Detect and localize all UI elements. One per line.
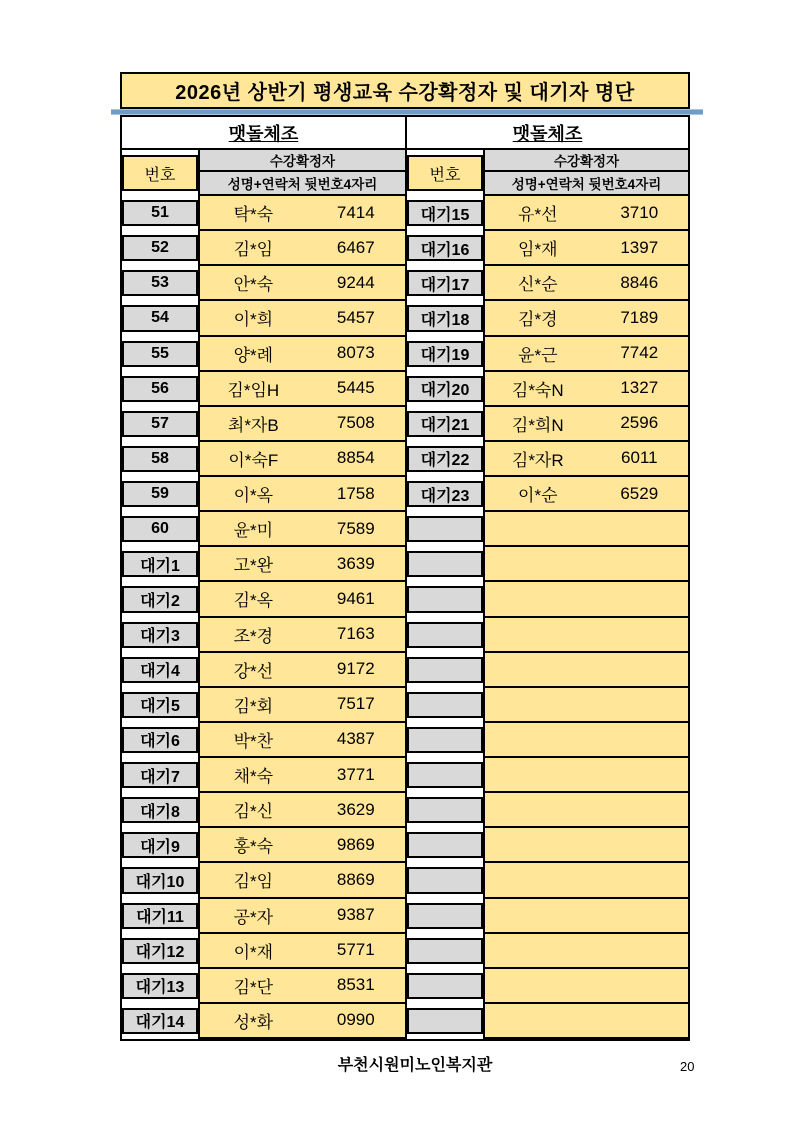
row-number-cell <box>407 969 483 1004</box>
row-data-cell <box>198 407 405 442</box>
row-number-cell <box>407 301 483 336</box>
row-name: 임*재 <box>518 240 558 260</box>
table-row <box>122 407 405 442</box>
row-number-cell <box>122 407 198 442</box>
row-number <box>407 973 483 999</box>
table-row <box>407 407 688 442</box>
table-rows-left <box>122 196 405 1039</box>
row-number-cell <box>122 688 198 723</box>
row-name: 김*임H <box>227 380 280 400</box>
row-name: 김*숙N <box>511 380 564 400</box>
row-phone4: 5445 <box>336 378 375 398</box>
table-row <box>407 758 688 793</box>
row-data-cell <box>198 1004 405 1039</box>
row-data-cell <box>198 828 405 863</box>
table-row <box>122 547 405 582</box>
row-name: 김*자R <box>511 450 564 470</box>
row-number: 대기1 <box>122 551 198 577</box>
row-number: 대기7 <box>122 762 198 788</box>
row-data-cell <box>198 758 405 793</box>
row-number <box>407 551 483 577</box>
row-name: 안*숙 <box>233 275 274 295</box>
row-number <box>407 762 483 788</box>
row-number <box>407 657 483 683</box>
row-phone4: 6529 <box>620 483 659 503</box>
row-name: 유*선 <box>518 205 558 225</box>
row-number-cell <box>407 547 483 582</box>
row-number-cell <box>407 618 483 653</box>
row-number-cell <box>122 863 198 898</box>
row-number-cell <box>122 477 198 512</box>
row-number: 대기21 <box>407 411 483 437</box>
row-data-cell <box>198 547 405 582</box>
row-data-cell <box>483 337 688 372</box>
row-number-cell <box>407 934 483 969</box>
row-number: 대기5 <box>122 692 198 718</box>
row-number-cell <box>407 231 483 266</box>
row-phone4: 7508 <box>336 413 375 433</box>
row-name: 고*완 <box>233 556 274 576</box>
row-number: 대기2 <box>122 586 198 612</box>
row-number-cell <box>122 1004 198 1039</box>
row-phone4: 9172 <box>336 659 375 679</box>
row-number-cell <box>407 196 483 231</box>
row-number: 대기15 <box>407 200 483 226</box>
row-phone4: 7742 <box>620 343 659 363</box>
row-data-cell <box>483 407 688 442</box>
row-data-cell <box>483 758 688 793</box>
table-row <box>407 793 688 828</box>
row-phone4: 7189 <box>620 307 659 327</box>
row-phone4: 1397 <box>620 237 659 257</box>
row-data-cell <box>483 1004 688 1039</box>
row-phone4: 3639 <box>336 553 375 573</box>
table-row <box>407 231 688 266</box>
row-number-cell <box>122 512 198 547</box>
row-name: 김*회 <box>233 696 274 716</box>
row-number <box>407 938 483 964</box>
table-row <box>122 618 405 653</box>
table-row <box>407 899 688 934</box>
row-data-cell <box>483 969 688 1004</box>
row-data-cell <box>483 477 688 512</box>
table-row <box>122 863 405 898</box>
row-number: 대기22 <box>407 446 483 472</box>
row-name: 김*임 <box>233 872 274 892</box>
row-phone4: 8869 <box>336 869 375 889</box>
row-number-cell <box>122 337 198 372</box>
row-number-cell <box>407 266 483 301</box>
row-name: 이*순 <box>518 486 558 506</box>
row-name: 이*숙F <box>228 450 279 470</box>
table-row <box>122 934 405 969</box>
row-name: 이*재 <box>233 942 274 962</box>
table-row <box>407 266 688 301</box>
row-phone4: 6011 <box>620 448 658 468</box>
row-number-cell <box>122 653 198 688</box>
row-data-cell <box>198 512 405 547</box>
row-data-cell <box>198 899 405 934</box>
row-name: 김*옥 <box>233 591 274 611</box>
row-phone4: 2596 <box>620 413 659 433</box>
row-number-cell <box>122 934 198 969</box>
row-phone4: 7517 <box>336 694 375 714</box>
row-number-cell <box>122 266 198 301</box>
row-phone4: 5771 <box>336 940 375 960</box>
confirmed-header-label-right: 수강확정자 <box>485 150 688 172</box>
row-data-cell <box>483 372 688 407</box>
table-row <box>122 969 405 1004</box>
row-number: 54 <box>122 305 198 331</box>
row-name: 김*경 <box>518 310 558 330</box>
confirmed-header-left <box>198 150 405 196</box>
row-number: 대기4 <box>122 657 198 683</box>
row-data-cell <box>483 688 688 723</box>
row-number-cell <box>122 828 198 863</box>
name-phone-header-label-right: 성명+연락처 뒷번호4자리 <box>511 177 662 192</box>
row-data-cell <box>198 231 405 266</box>
row-phone4: 9461 <box>336 588 375 608</box>
row-number-cell <box>122 196 198 231</box>
table-row <box>122 1004 405 1039</box>
row-number: 대기18 <box>407 305 483 331</box>
table-row <box>122 758 405 793</box>
row-phone4: 9869 <box>336 834 375 854</box>
row-phone4: 4387 <box>336 729 375 749</box>
page-number: 20 <box>680 1059 695 1074</box>
document-title <box>120 72 690 109</box>
row-number-cell <box>122 301 198 336</box>
row-number <box>407 797 483 823</box>
row-data-cell <box>483 793 688 828</box>
table-row <box>407 196 688 231</box>
row-number: 대기6 <box>122 727 198 753</box>
row-data-cell <box>198 688 405 723</box>
row-number <box>407 832 483 858</box>
number-header-cell-right <box>407 150 483 196</box>
row-phone4: 8073 <box>336 343 375 363</box>
table-row <box>122 582 405 617</box>
row-number-cell <box>407 582 483 617</box>
table-row <box>407 723 688 758</box>
row-number-cell <box>407 337 483 372</box>
row-number-cell <box>122 969 198 1004</box>
row-name: 공*자 <box>233 907 274 927</box>
row-number-cell <box>407 407 483 442</box>
number-header-cell-left <box>122 150 198 196</box>
row-phone4: 3771 <box>336 764 375 784</box>
row-name: 홍*숙 <box>233 837 274 857</box>
table-row <box>122 793 405 828</box>
row-number-cell <box>407 863 483 898</box>
table-left-half <box>122 117 405 1039</box>
row-phone4: 1758 <box>336 483 375 503</box>
row-phone4: 0990 <box>336 1010 375 1030</box>
row-data-cell <box>483 442 688 477</box>
table-row <box>407 477 688 512</box>
row-name: 윤*근 <box>518 345 558 365</box>
row-data-cell <box>198 582 405 617</box>
row-data-cell <box>483 512 688 547</box>
row-phone4: 1327 <box>620 378 659 398</box>
row-number: 53 <box>122 270 198 296</box>
number-header-label-right: 번호 <box>407 155 483 191</box>
row-number <box>407 516 483 542</box>
table-row <box>407 372 688 407</box>
row-data-cell <box>198 863 405 898</box>
row-data-cell <box>198 372 405 407</box>
row-number-cell <box>407 372 483 407</box>
row-data-cell <box>483 582 688 617</box>
row-name: 강*선 <box>233 661 274 681</box>
row-data-cell <box>198 477 405 512</box>
name-phone-header-label-left: 성명+연락처 뒷번호4자리 <box>227 177 378 192</box>
row-number-cell <box>407 793 483 828</box>
row-number-cell <box>122 582 198 617</box>
row-number-cell <box>407 1004 483 1039</box>
row-data-cell <box>198 653 405 688</box>
row-number-cell <box>122 618 198 653</box>
table-row <box>407 969 688 1004</box>
row-number-cell <box>122 547 198 582</box>
row-data-cell <box>483 899 688 934</box>
row-number-cell <box>122 793 198 828</box>
row-number: 대기13 <box>122 973 198 999</box>
class-name-right <box>407 117 688 150</box>
row-data-cell <box>198 196 405 231</box>
table-row <box>407 301 688 336</box>
row-name: 김*단 <box>233 977 274 997</box>
row-number-cell <box>407 512 483 547</box>
row-name: 박*찬 <box>233 731 274 751</box>
class-name-left-text: 맷돌체조 <box>228 123 299 144</box>
row-number <box>407 586 483 612</box>
row-data-cell <box>198 793 405 828</box>
table-row <box>407 547 688 582</box>
confirmed-header-right <box>483 150 688 196</box>
row-data-cell <box>198 934 405 969</box>
row-number-cell <box>122 723 198 758</box>
row-name: 이*희 <box>233 310 274 330</box>
row-number-cell <box>122 758 198 793</box>
row-number <box>407 867 483 893</box>
row-number: 56 <box>122 376 198 402</box>
row-number: 57 <box>122 411 198 437</box>
table-row <box>407 337 688 372</box>
table-row <box>407 688 688 723</box>
row-phone4: 7163 <box>336 624 375 644</box>
header-band-left <box>122 150 405 196</box>
table-row <box>122 301 405 336</box>
row-number-cell <box>407 477 483 512</box>
row-data-cell <box>198 337 405 372</box>
table-row <box>407 618 688 653</box>
row-number-cell <box>407 758 483 793</box>
table-row <box>122 512 405 547</box>
row-number: 대기3 <box>122 622 198 648</box>
row-phone4: 6467 <box>336 237 375 257</box>
table-row <box>407 863 688 898</box>
row-number: 대기17 <box>407 270 483 296</box>
row-number-cell <box>407 653 483 688</box>
class-name-left <box>122 117 405 150</box>
row-number-cell <box>407 828 483 863</box>
row-phone4: 8846 <box>620 272 659 292</box>
row-number <box>407 622 483 648</box>
table-right-half <box>405 117 688 1039</box>
row-phone4: 9244 <box>336 272 375 292</box>
row-number: 대기20 <box>407 376 483 402</box>
row-number-cell <box>122 442 198 477</box>
row-number: 58 <box>122 446 198 472</box>
table-row <box>122 196 405 231</box>
row-phone4: 8854 <box>336 448 375 468</box>
row-number: 대기9 <box>122 832 198 858</box>
row-number: 대기14 <box>122 1008 198 1034</box>
document-title-text: 2026년 상반기 평생교육 수강확정자 및 대기자 명단 <box>175 82 635 104</box>
row-number: 51 <box>122 200 198 226</box>
row-phone4: 3629 <box>336 799 375 819</box>
row-data-cell <box>198 723 405 758</box>
row-number-cell <box>407 688 483 723</box>
row-phone4: 7589 <box>336 518 375 538</box>
table-row <box>407 828 688 863</box>
table-row <box>122 266 405 301</box>
table-row <box>407 1004 688 1039</box>
table-row <box>122 372 405 407</box>
header-band-right <box>407 150 688 196</box>
row-number: 60 <box>122 516 198 542</box>
row-number-cell <box>407 723 483 758</box>
row-phone4: 7414 <box>336 202 375 222</box>
row-data-cell <box>483 301 688 336</box>
row-data-cell <box>483 231 688 266</box>
class-name-right-text: 맷돌체조 <box>512 123 583 144</box>
row-number <box>407 903 483 929</box>
row-number-cell <box>122 899 198 934</box>
table-row <box>122 442 405 477</box>
row-phone4: 9387 <box>336 905 375 925</box>
row-name: 김*신 <box>233 802 274 822</box>
table-row <box>122 231 405 266</box>
table-row <box>407 512 688 547</box>
row-data-cell <box>483 828 688 863</box>
row-phone4: 3710 <box>620 202 659 222</box>
row-number-cell <box>407 899 483 934</box>
row-name: 탁*숙 <box>233 205 274 225</box>
row-name: 신*순 <box>518 275 558 295</box>
row-phone4: 5457 <box>336 307 375 327</box>
row-name: 김*임 <box>233 240 274 260</box>
row-name: 최*자B <box>227 415 279 435</box>
row-number: 대기11 <box>122 903 198 929</box>
table-row <box>122 899 405 934</box>
number-header-label-left: 번호 <box>122 155 198 191</box>
confirmed-header-label-left: 수강확정자 <box>200 150 405 172</box>
table-rows-right <box>407 196 688 1039</box>
row-name: 윤*미 <box>233 521 274 541</box>
row-data-cell <box>198 301 405 336</box>
row-name: 이*옥 <box>233 486 274 506</box>
row-name: 채*숙 <box>233 767 274 787</box>
row-data-cell <box>483 196 688 231</box>
row-number <box>407 727 483 753</box>
row-data-cell <box>198 442 405 477</box>
row-data-cell <box>483 547 688 582</box>
roster-table <box>120 115 690 1041</box>
row-phone4: 8531 <box>336 975 375 995</box>
table-row <box>122 653 405 688</box>
table-row <box>407 442 688 477</box>
row-number-cell <box>407 442 483 477</box>
row-data-cell <box>198 266 405 301</box>
table-row <box>122 688 405 723</box>
table-row <box>407 653 688 688</box>
table-row <box>122 337 405 372</box>
row-number-cell <box>122 372 198 407</box>
row-number: 대기16 <box>407 235 483 261</box>
table-row <box>407 582 688 617</box>
table-row <box>407 934 688 969</box>
row-number <box>407 1008 483 1034</box>
row-number-cell <box>122 231 198 266</box>
row-number: 55 <box>122 341 198 367</box>
row-number: 52 <box>122 235 198 261</box>
row-name: 김*희N <box>511 415 564 435</box>
row-data-cell <box>483 618 688 653</box>
row-data-cell <box>198 969 405 1004</box>
row-number: 대기19 <box>407 341 483 367</box>
row-data-cell <box>483 723 688 758</box>
row-number: 59 <box>122 481 198 507</box>
row-number: 대기10 <box>122 867 198 893</box>
table-row <box>122 723 405 758</box>
row-number: 대기23 <box>407 481 483 507</box>
row-data-cell <box>483 934 688 969</box>
row-data-cell <box>483 863 688 898</box>
row-name: 성*화 <box>233 1012 274 1032</box>
row-name: 조*경 <box>233 626 274 646</box>
table-row <box>122 477 405 512</box>
row-data-cell <box>483 653 688 688</box>
row-data-cell <box>198 618 405 653</box>
row-number: 대기12 <box>122 938 198 964</box>
row-data-cell <box>483 266 688 301</box>
row-number <box>407 692 483 718</box>
table-row <box>122 828 405 863</box>
footer-organization: 부천시원미노인복지관 <box>337 1057 493 1074</box>
row-name: 양*례 <box>233 345 274 365</box>
row-number: 대기8 <box>122 797 198 823</box>
